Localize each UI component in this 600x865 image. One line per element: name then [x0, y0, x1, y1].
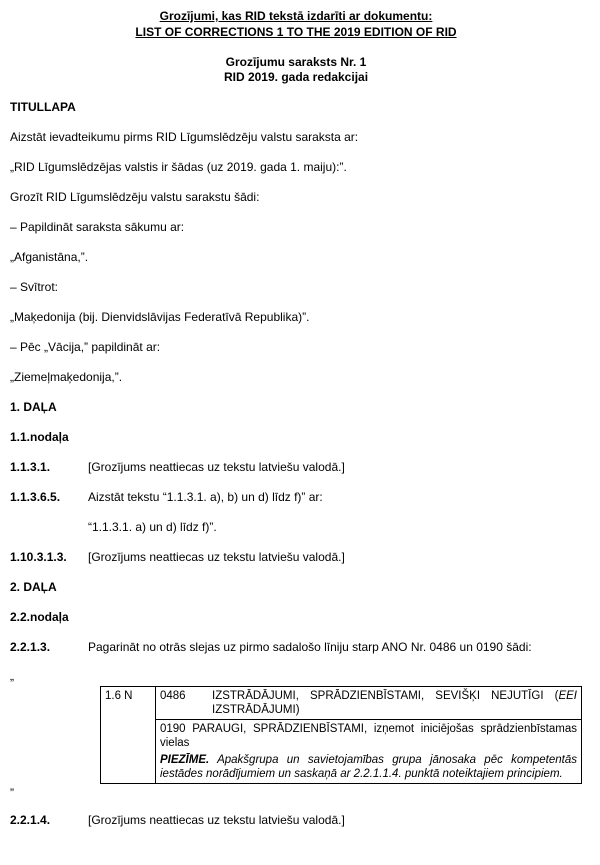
doc-title-en: LIST OF CORRECTIONS 1 TO THE 2019 EDITION OF RID: [135, 25, 457, 39]
doc-subtitle-2: RID 2019. gada redakcijai: [223, 70, 369, 84]
document-page: [10, 8, 582, 828]
list-item: [10, 813, 582, 828]
un-0486-description: [212, 689, 577, 717]
table-note: [160, 753, 577, 781]
item-text: Pagarināt no otrās slejas uz pirmo sadalošo līniju starp ANO Nr. 0486 un 0190 šādi:: [88, 640, 532, 654]
paragraph: – Svītrot:: [10, 280, 59, 294]
table-row: [101, 687, 582, 720]
item-number: 2.2.1.3.: [10, 640, 51, 654]
section-heading-titullapa: TITULLAPA: [10, 100, 76, 114]
description-text: IZSTRĀDĀJUMI): [212, 704, 300, 716]
item-number: 2.2.1.4.: [10, 813, 51, 827]
paragraph: „Ziemeļmaķedonija,”.: [10, 370, 123, 384]
item-text: Aizstāt tekstu “1.1.3.1. a), b) un d) līdz f)” ar:: [88, 490, 323, 504]
quote-close-mark: ”: [10, 786, 14, 800]
paragraph: „Afganistāna,”.: [10, 250, 89, 264]
paragraph: Aizstāt ievadteikumu pirms RID Līgumslēdzēju valstu saraksta ar:: [10, 130, 359, 144]
description-italic-abbr: EEI: [558, 690, 577, 702]
paragraph: – Pēc „Vācija,” papildināt ar:: [10, 340, 161, 354]
note-label: PIEZĪME.: [160, 754, 210, 766]
list-item: [10, 460, 582, 475]
chapter-heading-2-2: 2.2.nodaļa: [10, 610, 69, 624]
list-item: [10, 640, 582, 655]
item-text-continuation: “1.1.3.1. a) un d) līdz f)”.: [88, 520, 217, 534]
paragraph: – Papildināt saraksta sākumu ar:: [10, 220, 185, 234]
item-number: 1.1.3.1.: [10, 460, 51, 474]
table-row: [101, 720, 582, 784]
un-0190-description: 0190 PARAUGI, SPRĀDZIENBĪSTAMI, izņemot iniciējošas sprādzienbīstamas vielas: [160, 723, 577, 749]
un-number: 0486: [160, 690, 186, 702]
part-heading-1: 1. DAĻA: [10, 400, 57, 414]
list-item: [10, 550, 582, 565]
list-item: [10, 490, 582, 505]
paragraph: „Maķedonija (bij. Dienvidslāvijas Federatīvā Republika)”.: [10, 310, 310, 324]
table-un-0190-cell: [156, 720, 582, 784]
item-text: [Grozījums neattiecas uz tekstu latviešu valodā.]: [88, 813, 345, 827]
description-text: IZSTRĀDĀJUMI, SPRĀDZIENBĪSTAMI, SEVIŠĶI NEJUTĪGI (: [212, 690, 559, 702]
paragraph: Grozīt RID Līgumslēdzēju valstu sarakstu šādi:: [10, 190, 260, 204]
item-text: [Grozījums neattiecas uz tekstu latviešu valodā.]: [88, 460, 345, 474]
part-heading-2: 2. DAĻA: [10, 580, 57, 594]
table-classification-cell: 1.6 N: [101, 687, 156, 784]
item-number: 1.1.3.6.5.: [10, 490, 61, 504]
note-text: Apakšgrupa un savietojamības grupa jānosaka pēc kompetentās iestādes norādījumiem un saskaņā ar 2.2.1.1.4. punktā noteiktajiem principiem.: [160, 754, 577, 780]
paragraph: „RID Līgumslēdzējas valstis ir šādas (uz 2019. gada 1. maiju):”.: [10, 160, 347, 174]
correction-table: [100, 686, 582, 784]
doc-subtitle-1: Grozījumu saraksts Nr. 1: [225, 55, 367, 69]
doc-title-lv: Grozījumi, kas RID tekstā izdarīti ar dokumentu:: [159, 9, 433, 23]
table-un-0486-cell: [156, 687, 582, 720]
chapter-heading-1-1: 1.1.nodaļa: [10, 430, 69, 444]
item-text: [Grozījums neattiecas uz tekstu latviešu valodā.]: [88, 550, 345, 564]
quote-open-mark: „: [10, 669, 14, 683]
item-number: 1.10.3.1.3.: [10, 550, 67, 564]
